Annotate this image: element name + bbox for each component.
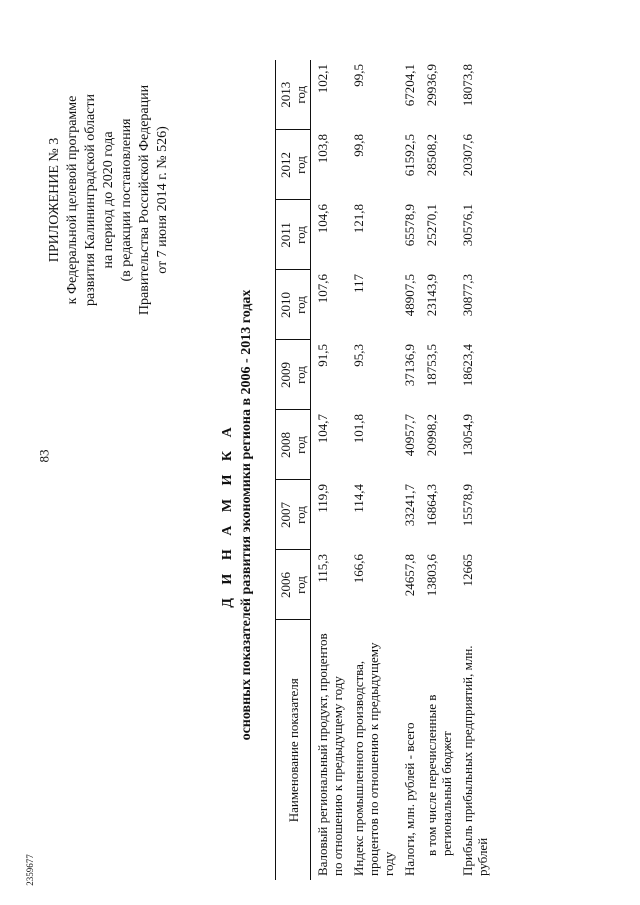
appendix-line: к Федеральной целевой программе (65, 95, 80, 305)
table-header-row (276, 60, 311, 880)
table-cell: 101,8 (351, 414, 366, 444)
table-cell: 29936,9 (424, 64, 439, 107)
table-cell: 40957,7 (402, 414, 417, 457)
year-label: 2007 (278, 502, 293, 528)
table-cell: 15578,9 (460, 484, 475, 527)
table-cell: 30877,3 (460, 274, 475, 317)
year-label: 2012 (278, 152, 293, 178)
column-header-year (276, 130, 311, 200)
year-suffix: год (293, 296, 308, 314)
table-row (398, 60, 420, 880)
table-cell: 37136,9 (402, 344, 417, 387)
rotated-page-content (40, 25, 620, 885)
year-label: 2011 (278, 222, 293, 248)
year-suffix: год (293, 436, 308, 454)
year-label: 2006 (278, 572, 293, 598)
year-suffix: год (293, 366, 308, 384)
table-cell: 114,4 (351, 484, 366, 513)
column-header-year (276, 410, 311, 480)
table-cell: 67204,1 (402, 64, 417, 107)
appendix-line: на период до 2020 года (101, 131, 116, 269)
table-cell: 115,3 (315, 554, 330, 583)
document-id: 2359677 (24, 854, 35, 886)
year-suffix: год (293, 506, 308, 524)
column-header-year (276, 200, 311, 270)
table-cell: 33241,7 (402, 484, 417, 527)
table-cell: 117 (351, 274, 366, 294)
table-cell: 107,6 (315, 274, 330, 304)
row-label: Прибыль прибыльных предприятий, млн. рублей (460, 645, 490, 876)
year-suffix: год (293, 156, 308, 174)
table-cell: 20998,2 (424, 414, 439, 457)
column-header-name: Наименование показателя (276, 620, 311, 880)
table-cell: 12665 (460, 554, 475, 587)
table-cell: 95,3 (351, 344, 366, 367)
year-suffix: год (293, 226, 308, 244)
column-header-year (276, 270, 311, 340)
year-suffix: год (293, 85, 308, 104)
year-label: 2013 (278, 81, 293, 108)
document-title (218, 145, 256, 885)
table-cell: 102,1 (315, 64, 330, 94)
table-row (420, 60, 456, 880)
row-label: Индекс промышленного производства, процентов по отношению к предыдущему году (351, 642, 396, 876)
table-cell: 30576,1 (460, 204, 475, 247)
table-cell: 104,6 (315, 204, 330, 234)
table-row (311, 60, 348, 880)
year-label: 2010 (278, 292, 293, 318)
title-subtitle: основных показателей развития экономики региона в 2006 - 2013 годах (239, 289, 254, 741)
year-label: 2008 (278, 432, 293, 458)
table-cell: 65578,9 (402, 204, 417, 247)
table-cell: 13054,9 (460, 414, 475, 457)
table-cell: 28508,2 (424, 134, 439, 177)
table-cell: 103,8 (315, 134, 330, 164)
table-cell: 23143,9 (424, 274, 439, 317)
table-cell: 18073,8 (460, 64, 475, 107)
column-header-year (276, 340, 311, 410)
table-cell: 121,8 (351, 204, 366, 234)
table-cell: 18623,4 (460, 344, 475, 387)
table-cell: 24657,8 (402, 554, 417, 597)
appendix-block (46, 35, 172, 365)
table-cell: 104,7 (315, 414, 330, 444)
appendix-line: Правительства Российской Федерации (137, 84, 152, 316)
table-cell: 13803,6 (424, 554, 439, 597)
table-cell: 99,5 (351, 64, 366, 87)
row-label: Валовый региональный продукт, процентов по отношению к предыдущему году (315, 633, 345, 876)
table-cell: 91,5 (315, 344, 330, 367)
table-cell: 20307,6 (460, 134, 475, 177)
table-cell: 99,8 (351, 134, 366, 157)
indicators-table (275, 60, 492, 880)
column-header-year (276, 480, 311, 550)
table-cell: 18753,5 (424, 344, 439, 387)
table-cell: 48907,5 (402, 274, 417, 317)
year-suffix: год (293, 576, 308, 594)
appendix-line: ПРИЛОЖЕНИЕ № 3 (47, 137, 62, 263)
row-label: в том числе перечисленные в региональный бюджет (424, 694, 454, 856)
column-header-year (276, 60, 311, 130)
table-cell: 61592,5 (402, 134, 417, 177)
page-number: 83 (36, 449, 52, 463)
table-cell: 16864,3 (424, 484, 439, 527)
year-label: 2009 (278, 362, 293, 388)
table-row (456, 60, 492, 880)
row-label: Налоги, млн. рублей - всего (402, 722, 417, 876)
table-cell: 166,6 (351, 554, 366, 584)
table-row (347, 60, 398, 880)
title-main: Д И Н А М И К А (220, 422, 235, 608)
appendix-line: развития Калининградской области (83, 93, 98, 307)
appendix-line: (в редакции постановления (119, 118, 134, 282)
appendix-line: от 7 июня 2014 г. № 526) (155, 126, 170, 274)
table-cell: 25270,1 (424, 204, 439, 247)
column-header-year (276, 550, 311, 620)
table-cell: 119,9 (315, 484, 330, 513)
